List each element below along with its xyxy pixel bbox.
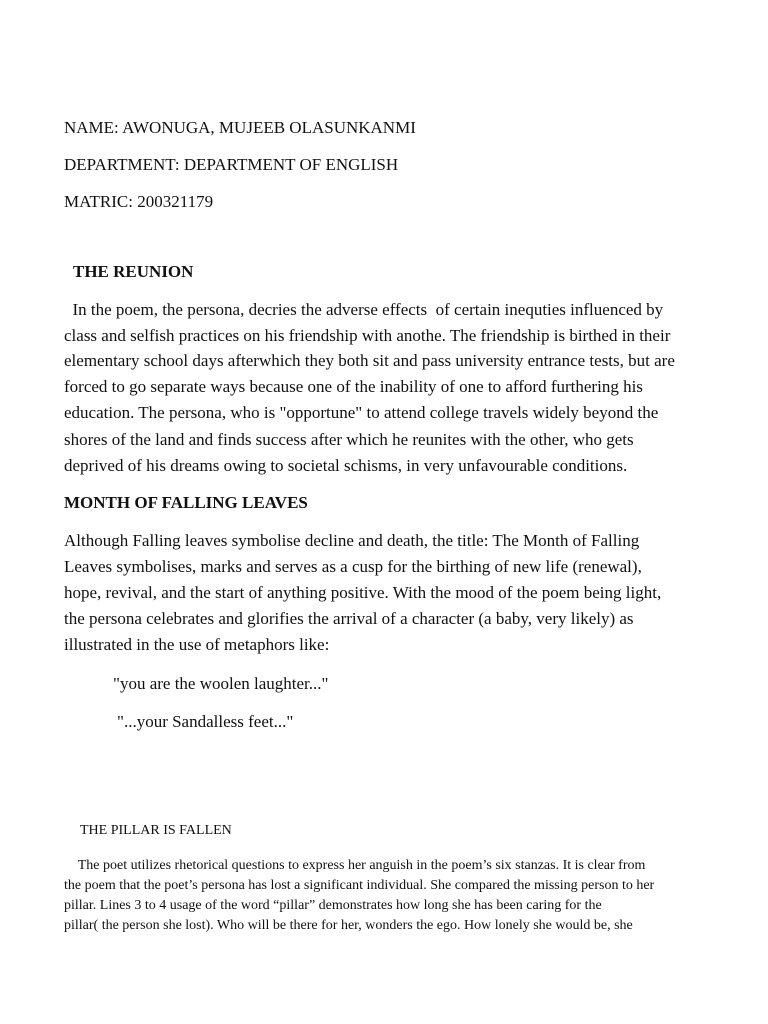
reunion-line: forced to go separate ways because one of the inability of one to afford furthering his [64, 377, 643, 396]
student-name: NAME: AWONUGA, MUJEEB OLASUNKANMI [64, 118, 416, 137]
pillar-line: pillar. Lines 3 to 4 usage of the word “pillar” demonstrates how long she has been caring for the [64, 898, 602, 913]
section-title-reunion: THE REUNION [73, 262, 194, 281]
student-matric: MATRIC: 200321179 [64, 192, 214, 211]
reunion-line: education. The persona, who is "opportune" to attend college travels widely beyond the [64, 403, 659, 422]
falling-leaves-line: illustrated in the use of metaphors like: [64, 635, 330, 654]
falling-leaves-line: the persona celebrates and glorifies the arrival of a character (a baby, very likely) as [64, 609, 634, 628]
falling-leaves-line: hope, revival, and the start of anything positive. With the mood of the poem being light, [64, 583, 662, 602]
section-title-falling-leaves: MONTH OF FALLING LEAVES [64, 493, 308, 512]
reunion-line: In the poem, the persona, decries the adverse effects of certain inequties influenced by [64, 300, 664, 319]
section-title-pillar: THE PILLAR IS FALLEN [80, 823, 232, 838]
falling-leaves-line: Leaves symbolises, marks and serves as a cusp for the birthing of new life (renewal), [64, 557, 642, 576]
quote-woolen-laughter: "you are the woolen laughter..." [113, 674, 329, 693]
pillar-line: the poem that the poet’s persona has lost a significant individual. She compared the missing person to her [64, 878, 655, 893]
reunion-line: deprived of his dreams owing to societal schisms, in very unfavourable conditions. [64, 456, 628, 475]
pillar-line: The poet utilizes rhetorical questions to express her anguish in the poem’s six stanzas. It is clear from [64, 858, 646, 873]
reunion-line: class and selfish practices on his friendship with anothe. The friendship is birthed in their [64, 326, 671, 345]
reunion-line: elementary school days afterwhich they both sit and pass university entrance tests, but are [64, 351, 675, 370]
pillar-line: pillar( the person she lost). Who will be there for her, wonders the ego. How lonely she would be, she [64, 918, 633, 933]
falling-leaves-line: Although Falling leaves symbolise decline and death, the title: The Month of Falling [64, 531, 640, 550]
quote-sandalless-feet: "...your Sandalless feet..." [117, 712, 294, 731]
reunion-line: shores of the land and finds success after which he reunites with the other, who gets [64, 430, 634, 449]
student-department: DEPARTMENT: DEPARTMENT OF ENGLISH [64, 155, 399, 174]
